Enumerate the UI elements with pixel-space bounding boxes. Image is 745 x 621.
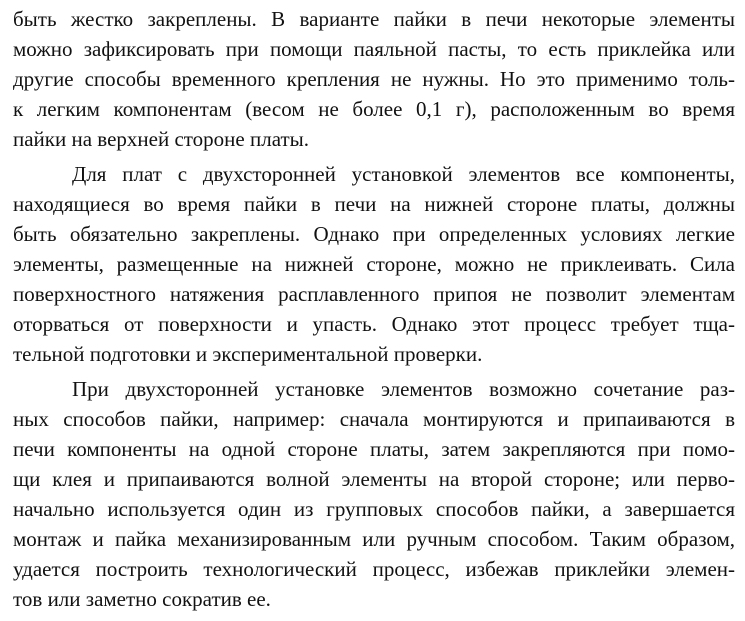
- text-line: находящиеся во время пайки в печи на нижней стороне платы, должны: [13, 192, 735, 216]
- text-line: начально используется один из групповых способов пайки, а завершается: [13, 497, 735, 521]
- text-line: монтаж и пайка механизированным или ручным способом. Таким образом,: [13, 527, 735, 551]
- text-line: пайки на верхней стороне платы.: [13, 127, 310, 151]
- text-line: печи компоненты на одной стороне платы, затем закрепляются при помо-: [13, 437, 735, 461]
- text-line: тов или заметно сократив ее.: [13, 587, 271, 611]
- paragraph-first-line: При двухсторонней установке элементов возможно сочетание раз-: [72, 377, 735, 401]
- text-line: оторваться от поверхности и упасть. Однако этот процесс требует тща-: [13, 312, 735, 336]
- paragraph-first-line: Для плат с двухсторонней установкой элементов все компоненты,: [72, 162, 735, 186]
- text-line: быть жестко закреплены. В варианте пайки в печи некоторые элементы: [13, 7, 735, 31]
- text-line: тельной подготовки и экспериментальной проверки.: [13, 342, 483, 366]
- text-line: щи клея и припаиваются волной элементы на второй стороне; или перво-: [13, 467, 735, 491]
- text-line: можно зафиксировать при помощи паяльной пасты, то есть приклейка или: [13, 37, 735, 61]
- text-line: поверхностного натяжения расплавленного припоя не позволит элементам: [13, 282, 735, 306]
- text-line: к легким компонентам (весом не более 0,1 г), расположенным во время: [13, 97, 735, 121]
- text-line: элементы, размещенные на нижней стороне, можно не приклеивать. Сила: [13, 252, 735, 276]
- text-line: другие способы временного крепления не нужны. Но это применимо толь-: [13, 67, 735, 91]
- text-line: удается построить технологический процесс, избежав приклейки элемен-: [13, 557, 735, 581]
- text-line: ных способов пайки, например: сначала монтируются и припаиваются в: [13, 407, 735, 431]
- text-line: быть обязательно закреплены. Однако при определенных условиях легкие: [13, 222, 735, 246]
